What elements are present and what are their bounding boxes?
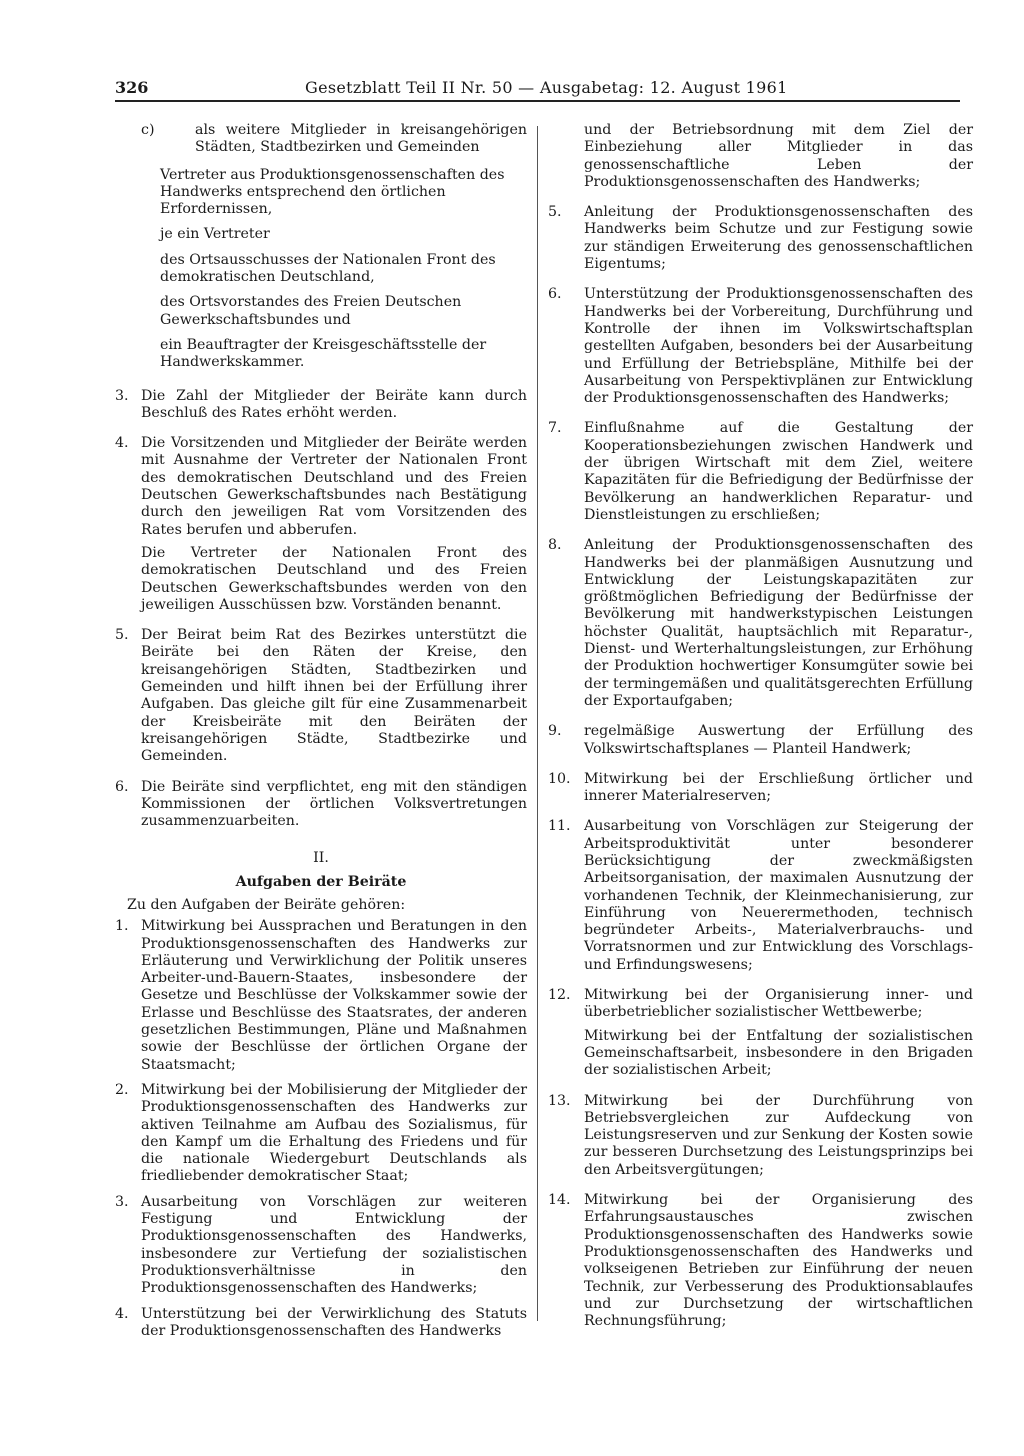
item-text: Mitwirkung bei der Entfaltung der sozialistischen Gemeinschaftsarbeit, insbesondere in den Brigaden der sozialistischen Arbeit; [584,1027,973,1079]
list-item [548,723,973,758]
item-number: 9. [548,723,562,740]
item-number: 11. [548,818,571,835]
list-item-c [115,122,527,157]
item-text: Der Beirat beim Rat des Bezirkes unterstützt die Beiräte bei den Räten der Kreise, den kreisangehörigen Städten, Stadtbezirken und Gemeinden und hilft ihnen bei der Erfüllung ihrer Aufgaben. Das gleiche gilt für eine Zusammenarbeit der Kreisbeiräte mit den Beiräten der kreisangehörigen Städte, Stadtbezirke und Gemeinden. [141,627,527,765]
gazette-title: Gesetzblatt Teil II Nr. 50 — Ausgabetag: 12. August 1961 [305,78,788,97]
item-text: regelmäßige Auswertung der Erfüllung des Volkswirtschaftsplanes — Planteil Handwerk; [584,723,973,757]
item-number: 3. [115,387,129,404]
paragraph: des Ortsausschusses der Nationalen Front des demokratischen Deutschland, [160,251,496,286]
item-text: Mitwirkung bei der Durchführung von Betriebsvergleichen zur Aufdeckung von Leistungsreserven und zur Senkung der Kosten sowie zur besseren Durchsetzung des Leistungsprinzips bei den Arbeitsvergütungen; [584,1092,973,1178]
list-item [548,818,973,974]
list-item [548,537,973,710]
item-text: Mitwirkung bei Aussprachen und Beratungen in den Produktionsgenossenschaften des Handwerks zur Erläuterung und Verwirklichung der Politik unseres Arbeiter-und-Bauern-Staates, insbesondere der Gesetze und Beschlüsse der Volkskammer sowie der Erlasse und Beschlüsse des Staatsrates, der anderen gesetzlichen Bestimmungen, Pläne und Maßnahmen sowie der Beschlüsse der örtlichen Organe der Staatsmacht; [141,918,527,1073]
item-text: Einflußnahme auf die Gestaltung der Kooperationsbeziehungen zwischen Handwerk und der übrigen Wirtschaft mit dem Ziel, weitere Kapazitäten für die Befriedigung der Bedürfnisse der Bevölkerung an handwerklichen Reparatur- und Dienstleistungen zu erschließen; [584,420,973,523]
list-item [548,286,973,407]
list-item [115,918,527,1074]
item-number: 1. [115,918,129,935]
item-number: 4. [115,435,129,452]
item-text: Unterstützung bei der Verwirklichung des Statuts der Produktionsgenossenschaften des Handwerks [141,1305,527,1339]
item-text: Anleitung der Produktionsgenossenschaften des Handwerks beim Schutze und zur Festigung sowie zur ständigen Erweiterung des genossenschaftlichen Eigentums; [584,204,973,273]
list-item [548,204,973,273]
item-number: 3. [115,1193,129,1210]
section-heading: Aufgaben der Beiräte [235,873,407,890]
list-item [115,627,527,765]
item-text: Mitwirkung bei der Erschließung örtlicher und innerer Materialreserven; [584,770,973,805]
list-item [115,435,527,614]
page-header [115,78,960,102]
list-item [115,1194,527,1298]
item-label: c) [141,122,155,138]
list-item [548,771,973,806]
item-number: 6. [548,286,562,303]
column-divider [537,126,538,1321]
item-text: als weitere Mitglieder in kreisangehörigen Städten, Stadtbezirken und Gemeinden [195,122,527,156]
list-item [548,1093,973,1179]
paragraph: ein Beauftragter der Kreisgeschäftsstelle der Handwerkskammer. [160,336,487,371]
item-text: Die Vorsitzenden und Mitglieder der Beiräte werden mit Ausnahme der Vertreter der Nationalen Front des demokratischen Deutschland und des Freien Deutschen Gewerkschaftsbundes nach Bestätigung durch den jeweiligen Rat vom Vorsitzenden des Rates berufen und abberufen. [141,435,527,538]
list-item [115,388,527,423]
list-item [548,420,973,524]
item-number: 2. [115,1081,129,1098]
list-item-continued [548,122,973,191]
item-number: 7. [548,420,562,437]
item-text: Die Vertreter der Nationalen Front des demokratischen Deutschland und des Freien Deutschen Gewerkschaftsbundes werden von den jeweiligen Ausschüssen bzw. Vorständen benannt. [141,544,527,613]
paragraph: je ein Vertreter [160,226,270,243]
item-text: Mitwirkung bei der Organisierung des Erfahrungsaustausches zwischen Produktionsgenossenschaften des Handwerks sowie Produktionsgenossenschaften des Handwerks und volkseigenen Betrieben zur Einführung der neuen Technik, zur Verbesserung des Produktionsablaufes und zur Durchsetzung der wirtschaftlichen Rechnungsführung; [584,1192,973,1330]
list-item [548,1192,973,1330]
item-text: Ausarbeitung von Vorschlägen zur weiteren Festigung und Entwicklung der Produktionsgenossenschaften des Handwerks, insbesondere zur Vertiefung der sozialistischen Produktionsverhältnisse in den Produktionsgenossenschaften des Handwerks; [141,1193,527,1297]
item-text: Mitwirkung bei der Organisierung inner- und überbetrieblicher sozialistischer Wettbewerbe; [584,987,973,1021]
item-number: 8. [548,537,562,554]
item-number: 10. [548,770,571,787]
item-number: 5. [115,627,129,644]
item-text: Anleitung der Produktionsgenossenschaften des Handwerks bei der planmäßigen Ausnutzung und Entwicklung der Leistungskapazitäten zur größtmöglichen Befriedigung der Bedürfnisse der Bevölkerung mit handwerkstypischen Leistungen höchster Qualität, hauptsächlich mit Reparatur-, Dienst- und Werterhaltungsleistungen, zur Erhöhung der Produktion hochwertiger Konsumgüter sowie bei der termingemäßen und qualitätsgerechten Erfüllung der Exportaufgaben; [584,537,973,709]
list-item [115,779,527,831]
item-text: und der Betriebsordnung mit dem Ziel der Einbeziehung aller Mitglieder in das genossenschaftliche Leben der Produktionsgenossenschaften des Handwerks; [584,122,973,190]
item-text: Die Beiräte sind verpflichtet, eng mit den ständigen Kommissionen der örtlichen Volksvertretungen zusammenzuarbeiten. [141,778,527,830]
paragraph: des Ortsvorstandes des Freien Deutschen Gewerkschaftsbundes und [160,294,462,328]
item-number: 6. [115,778,129,795]
paragraph: Vertreter aus Produktionsgenossenschaften des Handwerks entsprechend den örtlichen Erfordernissen, [160,166,505,218]
item-number: 14. [548,1192,571,1209]
section-number: II. [313,850,329,867]
item-text: Mitwirkung bei der Mobilisierung der Mitglieder der Produktionsgenossenschaften des Handwerks zur aktiven Teilnahme am Aufbau des Sozialismus, für den Kampf um die Erhaltung des Friedens und für die nationale Wiedergeburt Deutschlands als friedliebender demokratischer Staat; [141,1081,527,1185]
section-intro: Zu den Aufgaben der Beiräte gehören: [127,896,406,913]
list-item [115,1306,527,1341]
item-number: 13. [548,1092,571,1109]
item-text: Die Zahl der Mitglieder der Beiräte kann durch Beschluß des Rates erhöht werden. [141,387,527,421]
left-column [115,122,527,1340]
item-number: 5. [548,204,562,221]
item-text: Unterstützung der Produktionsgenossenschaften des Handwerks bei der Vorbereitung, Durchführung und Kontrolle der ihnen im Volkswirtschaftsplan gestellten Aufgaben, besonders bei der Ausarbeitung und Erfüllung der Betriebspläne, Mithilfe bei der Ausarbeitung von Perspektivplänen zur Entwicklung der Produktionsgenossenschaften des Handwerks; [584,286,973,407]
item-number: 4. [115,1305,129,1322]
list-item [548,987,973,1079]
item-number: 12. [548,987,571,1004]
right-column [548,122,973,1330]
item-text: Ausarbeitung von Vorschlägen zur Steigerung der Arbeitsproduktivität unter besonderer Berücksichtigung der zweckmäßigsten Arbeitsorganisation, der maximalen Ausnutzung der vorhandenen Technik, der Kleinmechanisierung, zur Einführung von Neuerermethoden, technisch begründeter Arbeits-, Materialverbrauchs- und Vorratsnormen und zur Entwicklung des Vorschlags- und Erfindungswesens; [584,818,973,973]
page-number: 326 [115,78,149,97]
list-item [115,1082,527,1186]
